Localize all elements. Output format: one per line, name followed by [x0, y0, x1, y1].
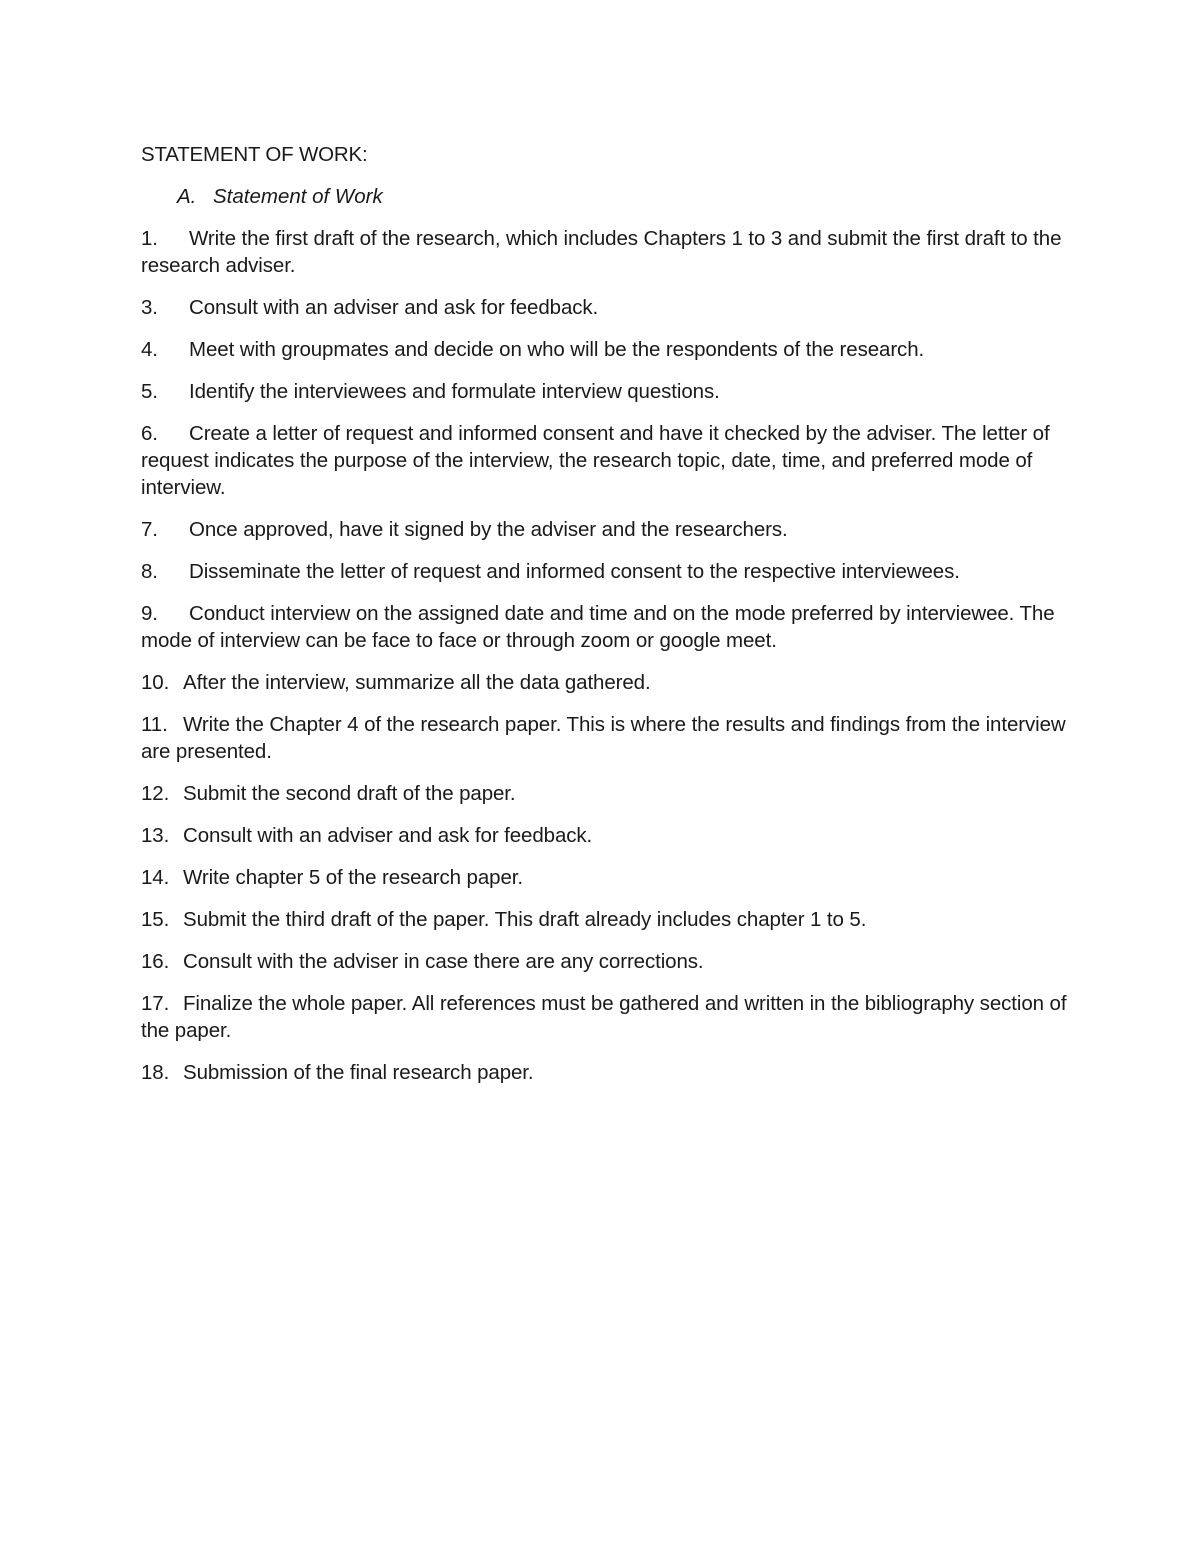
- list-item: [141, 906, 1071, 933]
- item-text: Submit the third draft of the paper. This draft already includes chapter 1 to 5.: [183, 908, 867, 931]
- item-number: 11.: [141, 713, 168, 736]
- item-text: Conduct interview on the assigned date and time and on the mode preferred by interviewee. The mode of interview can be face to face or through zoom or google meet.: [141, 602, 1055, 652]
- section-title: Statement of Work: [213, 185, 383, 208]
- list-item: [141, 378, 1071, 405]
- item-number: 8.: [141, 560, 158, 583]
- list-item: [141, 600, 1071, 654]
- item-text: Consult with an adviser and ask for feedback.: [189, 296, 599, 319]
- item-text: Create a letter of request and informed consent and have it checked by the adviser. The letter of request indicates the purpose of the interview, the research topic, date, time, and preferred mode of interview.: [141, 422, 1050, 499]
- list-item: [141, 948, 1071, 975]
- list-item: [141, 1059, 1071, 1086]
- item-number: 14.: [141, 866, 170, 889]
- section-letter: A.: [177, 185, 197, 208]
- item-text: Consult with the adviser in case there are any corrections.: [183, 950, 704, 973]
- list-item: [141, 336, 1071, 363]
- work-item-list: [141, 225, 1071, 1086]
- list-item: [141, 780, 1071, 807]
- item-number: 3.: [141, 296, 158, 319]
- item-text: Finalize the whole paper. All references must be gathered and written in the bibliography section of the paper.: [141, 992, 1067, 1042]
- item-number: 13.: [141, 824, 170, 847]
- item-number: 5.: [141, 380, 158, 403]
- item-number: 6.: [141, 422, 158, 445]
- list-item: [141, 225, 1071, 279]
- list-item: [141, 864, 1071, 891]
- item-number: 18.: [141, 1061, 170, 1084]
- item-text: Submit the second draft of the paper.: [183, 782, 516, 805]
- item-text: Meet with groupmates and decide on who will be the respondents of the research.: [189, 338, 925, 361]
- item-text: After the interview, summarize all the data gathered.: [183, 671, 651, 694]
- list-item: [141, 558, 1071, 585]
- list-item: [141, 669, 1071, 696]
- document-body: [141, 141, 1071, 1101]
- item-text: Disseminate the letter of request and informed consent to the respective interviewees.: [189, 560, 960, 583]
- item-text: Write the first draft of the research, which includes Chapters 1 to 3 and submit the first draft to the research adviser.: [141, 227, 1062, 277]
- list-item: [141, 516, 1071, 543]
- list-item: [141, 294, 1071, 321]
- item-number: 1.: [141, 227, 158, 250]
- item-text: Write chapter 5 of the research paper.: [183, 866, 523, 889]
- list-item: [141, 990, 1071, 1044]
- item-text: Identify the interviewees and formulate interview questions.: [189, 380, 720, 403]
- item-text: Submission of the final research paper.: [183, 1061, 534, 1084]
- item-number: 12.: [141, 782, 170, 805]
- item-text: Consult with an adviser and ask for feedback.: [183, 824, 593, 847]
- item-text: Once approved, have it signed by the adviser and the researchers.: [189, 518, 788, 541]
- list-item: [141, 822, 1071, 849]
- item-number: 16.: [141, 950, 170, 973]
- item-number: 10.: [141, 671, 170, 694]
- item-number: 4.: [141, 338, 158, 361]
- item-number: 9.: [141, 602, 158, 625]
- item-number: 17.: [141, 992, 170, 1015]
- item-number: 7.: [141, 518, 158, 541]
- item-number: 15.: [141, 908, 170, 931]
- list-item: [141, 420, 1071, 501]
- document-title: STATEMENT OF WORK:: [141, 143, 368, 166]
- list-item: [141, 711, 1071, 765]
- section-heading: [177, 183, 1071, 210]
- item-text: Write the Chapter 4 of the research paper. This is where the results and findings from the interview are presented.: [141, 713, 1066, 763]
